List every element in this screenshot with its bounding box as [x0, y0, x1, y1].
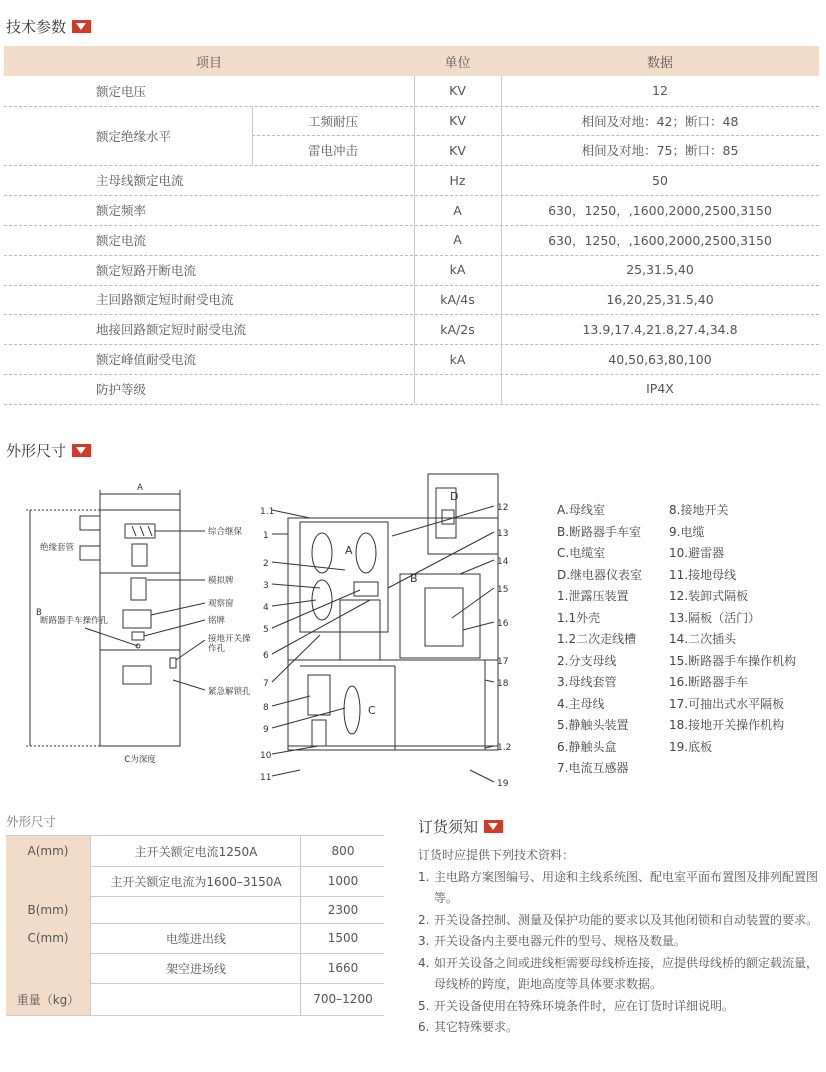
legend-item: 4.主母线: [557, 696, 605, 711]
legend-item: 1.1外壳: [557, 610, 601, 625]
compartment-a: [300, 522, 388, 632]
dims-section-title: 外形尺寸: [6, 814, 57, 829]
legend-item: 14.二次插头: [669, 632, 737, 646]
order-section-title: 订货须知: [418, 816, 503, 837]
order-item-text: 开关设备控制、测量及保护功能的要求以及其他闭锁和自动装置的要求。: [434, 912, 819, 927]
order-item-number: 5.: [418, 998, 430, 1013]
header-item: 项目: [195, 55, 222, 71]
dims-row: [6, 923, 384, 954]
legend-item: 6.静触头盒: [557, 739, 617, 754]
depth-note: C为深度: [124, 755, 156, 765]
spec-unit: kA/2s: [440, 321, 475, 337]
spec-item: 额定短路开断电流: [96, 262, 197, 278]
num-15: 15: [497, 585, 509, 595]
legend-item: 5.静触头装置: [557, 718, 629, 732]
dims-label: A(mm): [6, 836, 90, 866]
label-earth-switch-hole: 接地开关操作孔: [208, 634, 251, 654]
front-view-labels: [36, 483, 252, 765]
dims-label: C(mm): [6, 923, 90, 953]
legend-item: 12.装卸式隔板: [669, 589, 749, 603]
dims-label: [6, 953, 90, 983]
order-item: [418, 931, 818, 953]
spec-row: [4, 285, 819, 316]
spec-data: 相间及对地：75；断口：85: [581, 143, 739, 159]
legend-item: 16.断路器手车: [669, 675, 749, 689]
order-item: [418, 867, 818, 910]
legend-item: 11.接地母线: [669, 567, 737, 582]
lower-window: [123, 666, 151, 684]
compartment-d-label: D: [450, 490, 459, 503]
spec-unit: kA: [449, 351, 466, 367]
dims-row: [6, 896, 384, 924]
legend-right: [669, 500, 796, 758]
num-18: 18: [497, 679, 509, 689]
legend-item: 15.断路器手车操作机构: [669, 653, 797, 668]
spec-unit: KV: [449, 113, 466, 129]
legend-item: A.母线室: [557, 503, 605, 517]
num-6: 6: [263, 651, 269, 661]
label-mimic: 模拟牌: [208, 576, 234, 586]
breaker-truck: [425, 588, 463, 646]
spec-unit: Hz: [449, 172, 466, 188]
down-triangle-icon: [484, 820, 503, 833]
label-relay: 综合继保: [208, 527, 243, 537]
dims-row: [6, 866, 384, 897]
order-item-text: 主电路方案图编号、用途和主线系统图、配电室平面布置图及排列配置图等。: [434, 869, 819, 905]
legend-item: 9.电缆: [669, 524, 705, 539]
spec-row: [4, 374, 819, 405]
num-8: 8: [263, 703, 269, 713]
spec-item: 额定频率: [96, 203, 147, 219]
compartment-c-label: C: [368, 704, 376, 717]
legend-item: B.断路器手车室: [557, 524, 642, 539]
spec-item: 额定峰值耐受电流: [96, 352, 197, 368]
legend-item: 18.接地开关操作机构: [669, 718, 785, 732]
spec-section-title: 技术参数: [6, 16, 91, 37]
spec-column-divider: [414, 76, 415, 404]
label-window: 观察窗: [208, 599, 234, 609]
num-11: 11: [260, 773, 272, 783]
legend-item: 7.电流互感器: [557, 761, 629, 775]
spec-item: 额定绝缘水平: [96, 128, 172, 144]
spec-data: IP4X: [646, 381, 674, 397]
legend-item: 1.2二次走线槽: [557, 632, 637, 646]
order-notes: [418, 845, 818, 1039]
spec-unit: A: [453, 202, 462, 218]
num-1: 1: [263, 531, 269, 541]
legend-left: [557, 500, 642, 780]
spec-subitem: 工频耐压: [307, 113, 358, 129]
label-insulating-bushing: 绝缘套管: [40, 543, 75, 553]
order-item-number: 1.: [418, 869, 430, 884]
spec-item: 额定电压: [96, 83, 147, 99]
spec-row: [4, 106, 819, 144]
label-nameplate: 铭牌: [208, 616, 226, 626]
spec-item: 主回路额定短时耐受电流: [96, 292, 234, 308]
dims-desc: 主开关额定电流为1600–3150A: [90, 866, 301, 896]
num-19: 19: [497, 779, 509, 789]
num-2: 2: [263, 559, 269, 569]
spec-column-divider: [501, 76, 502, 404]
spec-row: [4, 195, 819, 226]
order-item: [418, 996, 818, 1018]
static-contact: [340, 600, 380, 660]
dims-table: [6, 835, 384, 1021]
side-view: [272, 474, 498, 782]
num-1-2: 1.2: [497, 743, 512, 753]
order-item-text: 如开关设备之间或进线柜需要母线桥连接，应提供母线桥的额定载流量，母线桥的跨度，距地高度等具体要求数据。: [434, 955, 819, 991]
mimic-board: [131, 578, 146, 600]
cable: [344, 686, 360, 734]
spec-data: 630，1250，,1600,2000,2500,3150: [548, 232, 772, 248]
legend-item: 3.母线套管: [557, 675, 617, 689]
order-item-number: 4.: [418, 955, 430, 970]
spec-item: 额定电流: [96, 232, 147, 248]
nameplate: [132, 632, 144, 640]
order-item-text: 其它特殊要求。: [434, 1020, 519, 1034]
dims-row: [6, 983, 384, 1016]
spec-row: [4, 76, 819, 107]
order-intro: 订货时应提供下列技术资料：: [418, 848, 575, 862]
spec-item: 防护等级: [96, 381, 147, 397]
observation-window: [123, 610, 151, 628]
dims-label: B(mm): [6, 896, 90, 923]
dims-row: [6, 836, 384, 867]
dims-value: 2300: [300, 896, 385, 923]
dims-value: 700–1200: [300, 983, 385, 1015]
order-item-number: 6.: [418, 1020, 430, 1034]
legend-item: C.电缆室: [557, 546, 606, 560]
spec-unit: KV: [449, 83, 466, 99]
side-view-compartment-labels: [345, 490, 458, 717]
compartment-a-label: A: [345, 544, 353, 557]
insulating-bushing-2: [80, 546, 100, 560]
label-emergency-unlock: 紧急解锁孔: [208, 687, 251, 697]
legend-item: 19.底板: [669, 739, 713, 754]
spec-item: 地接回路额定短时耐受电流: [96, 322, 247, 338]
insulating-bushing-1: [80, 516, 100, 530]
spec-data: 25,31.5,40: [626, 262, 694, 278]
num-5: 5: [263, 625, 269, 635]
order-item-text: 开关设备使用在特殊环境条件时，应在订货时详细说明。: [434, 998, 735, 1013]
spec-row: [4, 255, 819, 286]
down-triangle-icon: [72, 444, 91, 457]
legend-item: 13.隔板（活门）: [669, 610, 761, 625]
num-7: 7: [263, 679, 269, 689]
dims-label: [6, 866, 90, 896]
spec-row: [4, 314, 819, 345]
down-triangle-icon: [72, 20, 91, 33]
dims-desc: [90, 983, 301, 1015]
spec-data: 13.9,17.4,21.8,27.4,34.8: [582, 321, 738, 337]
num-10: 10: [260, 751, 272, 761]
order-item-number: 2.: [418, 912, 430, 927]
spec-data: 630，1250，,1600,2000,2500,3150: [548, 203, 772, 219]
legend-item: 17.可抽出式水平隔板: [669, 696, 785, 711]
surge-arrester: [312, 720, 326, 746]
spec-unit: kA: [449, 262, 466, 278]
spec-item: 主母线额定电流: [96, 173, 184, 189]
dims-value: 1660: [300, 953, 385, 983]
num-4: 4: [263, 603, 269, 613]
spec-table-header: [4, 46, 819, 76]
legend-item: 1.泄露压装置: [557, 589, 629, 603]
spec-unit: KV: [449, 142, 466, 158]
spec-row: [4, 344, 819, 375]
spec-data: 40,50,63,80,100: [608, 351, 712, 367]
compartment-b-label: B: [410, 572, 418, 585]
spec-row: [4, 225, 819, 256]
header-unit: 单位: [444, 55, 471, 71]
dims-desc: 主开关额定电流1250A: [90, 836, 301, 866]
spec-table: [4, 46, 819, 404]
legend-item: 8.接地开关: [669, 503, 729, 517]
num-3: 3: [263, 581, 269, 591]
label-breaker-hole: 断路器手车操作孔: [40, 616, 108, 626]
dim-a-label: A: [137, 483, 143, 493]
dims-value: 1500: [300, 923, 385, 953]
spec-data: 50: [652, 172, 668, 188]
dims-row: [6, 953, 384, 984]
spec-unit: A: [453, 232, 462, 248]
dims-desc: 架空进场线: [90, 953, 301, 983]
legend-item: 10.避雷器: [669, 546, 725, 560]
header-data: 数据: [646, 55, 673, 71]
spec-row: [4, 165, 819, 196]
spec-column-divider: [252, 106, 253, 166]
num-14: 14: [497, 557, 509, 567]
num-17: 17: [497, 657, 509, 667]
spec-data: 12: [652, 83, 668, 99]
dims-label: 重量（kg）: [6, 983, 90, 1015]
mimic-panel: [132, 544, 147, 566]
dims-value: 800: [300, 836, 385, 866]
order-item-text: 开关设备内主要电器元件的型号、规格及数量。: [434, 934, 687, 948]
num-12: 12: [497, 503, 509, 513]
compartment-b: [400, 574, 480, 658]
spec-subitem: 雷电冲击: [307, 143, 358, 159]
earth-switch-hole: [170, 658, 176, 668]
current-transformer: [308, 675, 330, 715]
spec-data: 相间及对地：42；断口：48: [581, 113, 739, 129]
order-item: [418, 1017, 818, 1039]
dims-desc: [90, 896, 301, 923]
order-item: [418, 910, 818, 932]
outline-section-title: 外形尺寸: [6, 440, 91, 461]
legend-item: 2.分支母线: [557, 653, 617, 668]
num-9: 9: [263, 725, 269, 735]
dims-desc: 电缆进出线: [90, 923, 301, 953]
num-1-1: 1.1: [260, 507, 275, 517]
spec-unit: [414, 374, 501, 404]
order-item-number: 3.: [418, 934, 430, 948]
bushing-upper-2: [356, 533, 376, 573]
legend-item: D.继电器仪表室: [557, 567, 643, 582]
dim-b-label: B: [36, 608, 42, 618]
spec-unit: kA/4s: [440, 291, 475, 307]
dims-value: 1000: [300, 866, 385, 896]
compartment-d: [428, 474, 498, 554]
num-13: 13: [497, 529, 509, 539]
spec-data: 16,20,25,31.5,40: [606, 291, 714, 307]
num-16: 16: [497, 619, 509, 629]
order-item: [418, 953, 818, 996]
